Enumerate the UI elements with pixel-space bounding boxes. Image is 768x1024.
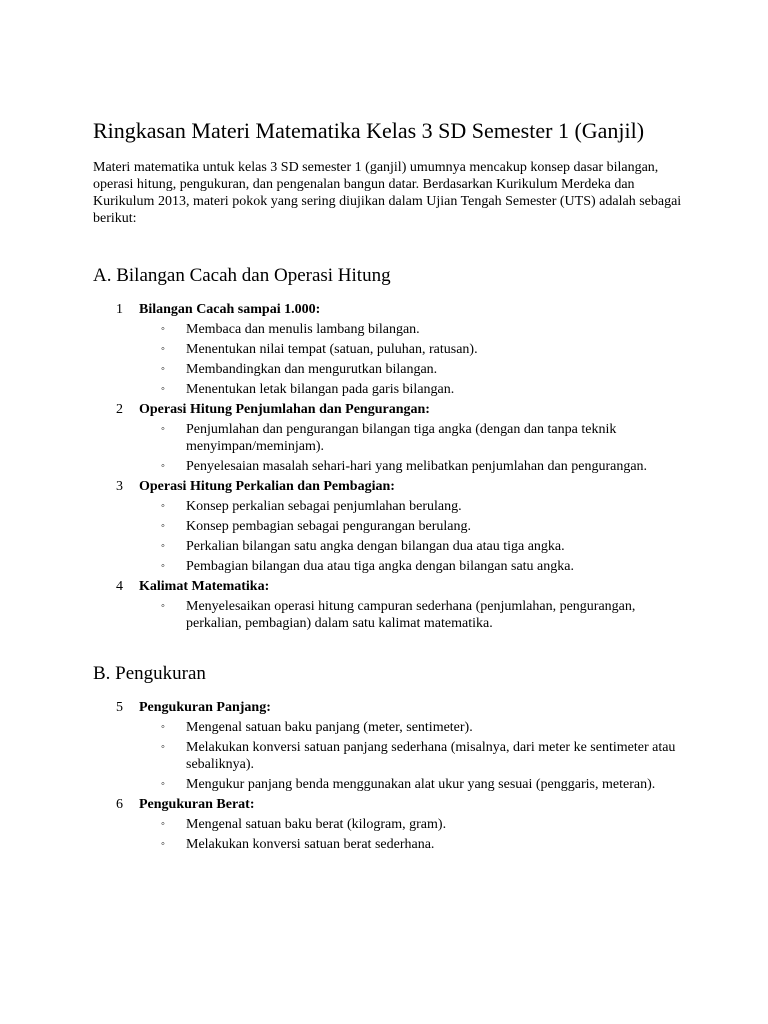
section-heading: B. Pengukuran [93,663,206,684]
list-item [139,558,683,575]
topic-item [93,478,683,575]
section-b [93,663,683,853]
topic-title: Pengukuran Berat: [139,797,255,812]
bullet-icon: ◦ [161,818,165,830]
topic-item [93,699,683,793]
topic-title: Operasi Hitung Penjumlahan dan Pengurangan: [139,402,430,417]
list-item [139,341,683,358]
bullet-text: Menyelesaikan operasi hitung campuran sederhana (penjumlahan, pengurangan, perkalian, pembagian) dalam satu kalimat matematika. [186,599,636,631]
topic-title: Pengukuran Panjang: [139,700,271,715]
bullet-list [139,598,683,632]
list-item [139,836,683,853]
bullet-icon: ◦ [161,600,165,612]
topic-number: 6 [116,797,123,812]
bullet-icon: ◦ [161,540,165,552]
document-title: Ringkasan Materi Matematika Kelas 3 SD Semester 1 (Ganjil) [93,118,645,143]
topic-number: 4 [116,579,123,594]
bullet-list [139,321,683,398]
topic-title: Kalimat Matematika: [139,579,270,594]
list-item [139,381,683,398]
bullet-icon: ◦ [161,363,165,375]
bullet-icon: ◦ [161,500,165,512]
topic-title: Operasi Hitung Perkalian dan Pembagian: [139,479,395,494]
bullet-icon: ◦ [161,423,165,435]
bullet-icon: ◦ [161,343,165,355]
bullet-icon: ◦ [161,520,165,532]
list-item [139,776,683,793]
list-item [139,361,683,378]
bullet-list [139,816,683,853]
bullet-icon: ◦ [161,323,165,335]
bullet-text: Perkalian bilangan satu angka dengan bilangan dua atau tiga angka. [186,539,565,554]
bullet-list [139,498,683,575]
bullet-icon: ◦ [161,383,165,395]
list-item [139,321,683,338]
bullet-text: Mengenal satuan baku panjang (meter, sentimeter). [186,720,473,735]
intro-paragraph: Materi matematika untuk kelas 3 SD semester 1 (ganjil) umumnya mencakup konsep dasar bilangan, operasi hitung, pengukuran, dan pengenalan bangun datar. Berdasarkan Kurikulum Merdeka dan Kurikulum 2013, materi pokok yang sering diujikan dalam Ujian Tengah Semester (UTS) adalah sebagai berikut: [93,160,682,226]
list-item [139,518,683,535]
section-a [93,265,683,632]
bullet-list [139,719,683,793]
bullet-text: Penjumlahan dan pengurangan bilangan tiga angka (dengan dan tanpa teknik menyimpan/meminjam). [186,422,617,454]
bullet-text: Konsep perkalian sebagai penjumlahan berulang. [186,499,462,514]
bullet-icon: ◦ [161,741,165,753]
bullet-text: Melakukan konversi satuan berat sederhana. [186,837,435,852]
list-item [139,498,683,515]
topic-item [93,578,683,632]
topic-item [93,796,683,853]
bullet-text: Pembagian bilangan dua atau tiga angka dengan bilangan satu angka. [186,559,574,574]
topic-item [93,401,683,475]
bullet-text: Penyelesaian masalah sehari-hari yang melibatkan penjumlahan dan pengurangan. [186,459,648,474]
bullet-text: Menentukan nilai tempat (satuan, puluhan, ratusan). [186,342,478,357]
bullet-icon: ◦ [161,460,165,472]
bullet-text: Membaca dan menulis lambang bilangan. [186,322,420,337]
list-item [139,538,683,555]
topic-title: Bilangan Cacah sampai 1.000: [139,302,321,317]
bullet-text: Mengenal satuan baku berat (kilogram, gram). [186,817,447,832]
bullet-icon: ◦ [161,838,165,850]
topic-number: 3 [116,479,123,494]
topic-number: 2 [116,402,123,417]
list-item [139,719,683,736]
list-item [139,458,683,475]
bullet-text: Melakukan konversi satuan panjang sederhana (misalnya, dari meter ke sentimeter atau sebaliknya). [186,740,676,772]
topic-item [93,301,683,398]
document-page [93,118,683,884]
list-item [139,421,683,455]
bullet-text: Menentukan letak bilangan pada garis bilangan. [186,382,455,397]
list-item [139,598,683,632]
topic-number: 1 [116,302,123,317]
list-item [139,739,683,773]
bullet-text: Konsep pembagian sebagai pengurangan berulang. [186,519,471,534]
bullet-icon: ◦ [161,560,165,572]
list-item [139,816,683,833]
topic-number: 5 [116,700,123,715]
bullet-icon: ◦ [161,721,165,733]
bullet-text: Membandingkan dan mengurutkan bilangan. [186,362,438,377]
bullet-text: Mengukur panjang benda menggunakan alat ukur yang sesuai (penggaris, meteran). [186,777,656,792]
section-heading: A. Bilangan Cacah dan Operasi Hitung [93,265,391,286]
bullet-list [139,421,683,475]
bullet-icon: ◦ [161,778,165,790]
